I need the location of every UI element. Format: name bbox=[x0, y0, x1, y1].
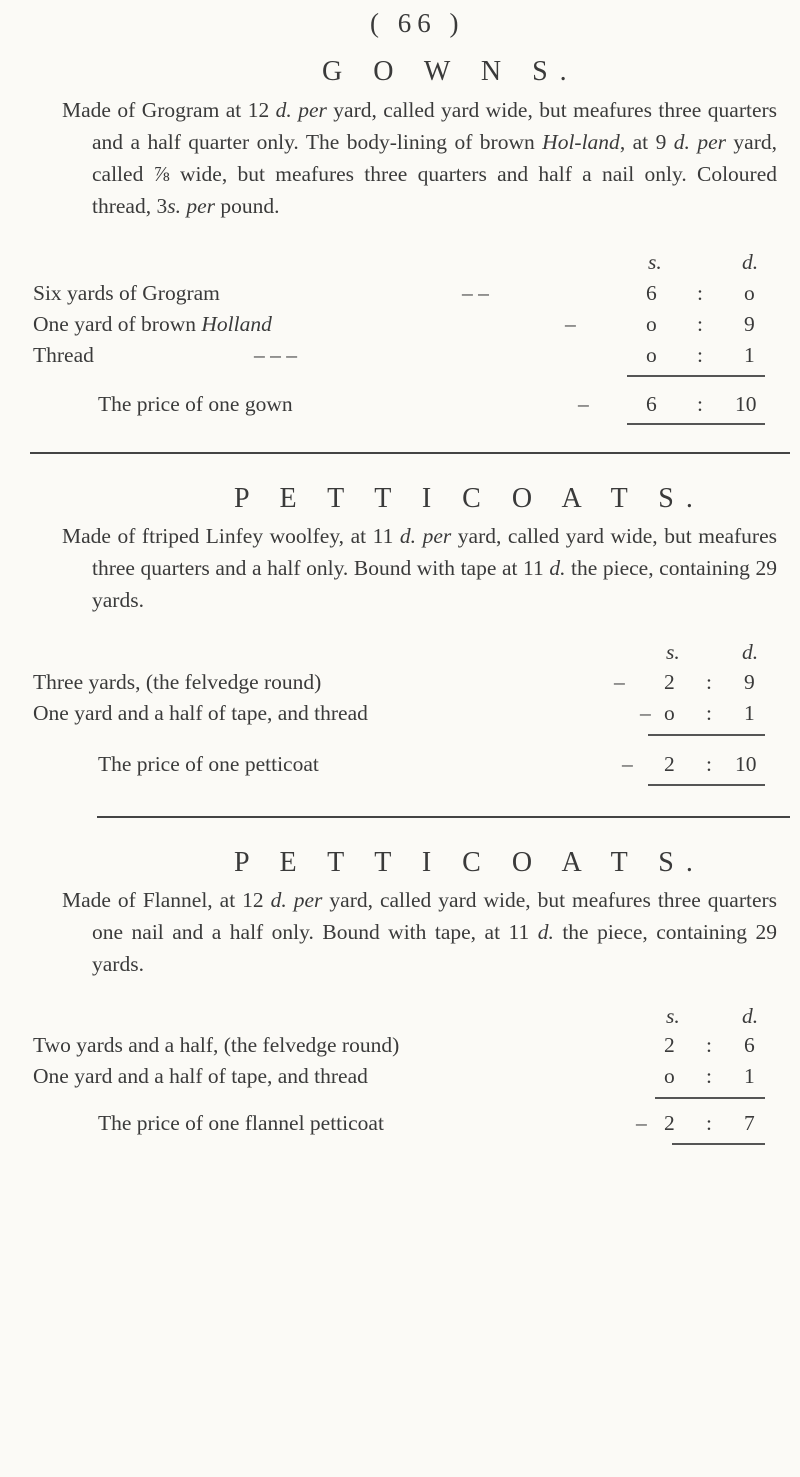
separator: : bbox=[706, 1111, 712, 1135]
amount-shillings: 6 bbox=[646, 281, 657, 305]
leader-dashes: – bbox=[614, 670, 625, 694]
gowns-item-thread: Thread bbox=[33, 343, 94, 367]
total-shillings: 2 bbox=[664, 752, 675, 776]
petticoats-2-total-label: The price of one flannel petticoat bbox=[98, 1111, 384, 1135]
total-shillings: 2 bbox=[664, 1111, 675, 1135]
leader-dashes: – bbox=[622, 752, 633, 776]
section-divider bbox=[97, 816, 790, 818]
sum-rule bbox=[648, 734, 765, 736]
petticoats-1-col-shillings: s. bbox=[666, 640, 680, 664]
petticoats-heading-2: P E T T I C O A T S. bbox=[234, 847, 705, 878]
gowns-heading: G O W N S. bbox=[322, 56, 579, 87]
amount-pence: 9 bbox=[744, 312, 755, 336]
leader-dashes: – – – bbox=[254, 343, 297, 367]
amount-shillings: 2 bbox=[664, 1033, 675, 1057]
petticoats-1-description: Made of ftriped Linfey woolfey, at 11 d. per yard, called yard wide, but meafures three quarters and a half only. Bound with tape at 11 d. the piece, containing 29 yards. bbox=[62, 524, 778, 612]
gowns-item-holland: One yard of brown Holland bbox=[33, 312, 272, 336]
total-pence: 10 bbox=[735, 752, 757, 776]
separator: : bbox=[697, 312, 703, 336]
separator: : bbox=[706, 752, 712, 776]
total-rule bbox=[627, 423, 765, 425]
amount-shillings: o bbox=[664, 1064, 675, 1088]
leader-dashes: – bbox=[565, 312, 576, 336]
amount-pence: 1 bbox=[744, 343, 755, 367]
petticoats-2-col-shillings: s. bbox=[666, 1004, 680, 1028]
leader-dashes: – bbox=[636, 1111, 647, 1135]
gowns-item-grogram: Six yards of Grogram bbox=[33, 281, 220, 305]
total-shillings: 6 bbox=[646, 392, 657, 416]
petticoats-2-item-flannel: Two yards and a half, (the felvedge round) bbox=[33, 1033, 400, 1057]
petticoats-2-col-pence: d. bbox=[742, 1004, 759, 1028]
amount-shillings: o bbox=[664, 701, 675, 725]
separator: : bbox=[706, 670, 712, 694]
sum-rule bbox=[627, 375, 765, 377]
gowns-col-pence: d. bbox=[742, 250, 759, 274]
petticoats-heading-1: P E T T I C O A T S. bbox=[234, 483, 705, 514]
petticoats-1-total-label: The price of one petticoat bbox=[98, 752, 319, 776]
separator: : bbox=[697, 392, 703, 416]
section-divider bbox=[30, 452, 790, 454]
petticoats-1-item-tape: One yard and a half of tape, and thread bbox=[33, 701, 368, 725]
amount-pence: 1 bbox=[744, 1064, 755, 1088]
total-rule bbox=[672, 1143, 765, 1145]
leader-dashes: – bbox=[578, 392, 589, 416]
separator: : bbox=[706, 1033, 712, 1057]
amount-pence: 9 bbox=[744, 670, 755, 694]
total-pence: 7 bbox=[744, 1111, 755, 1135]
separator: : bbox=[706, 1064, 712, 1088]
amount-shillings: o bbox=[646, 343, 657, 367]
page-number: ( 66 ) bbox=[370, 8, 465, 38]
separator: : bbox=[706, 701, 712, 725]
petticoats-1-col-pence: d. bbox=[742, 640, 759, 664]
amount-shillings: o bbox=[646, 312, 657, 336]
total-rule bbox=[648, 784, 765, 786]
amount-pence: 6 bbox=[744, 1033, 755, 1057]
leader-dashes: – – bbox=[462, 281, 489, 305]
petticoats-2-item-tape: One yard and a half of tape, and thread bbox=[33, 1064, 368, 1088]
gowns-total-label: The price of one gown bbox=[98, 392, 293, 416]
petticoats-2-description: Made of Flannel, at 12 d. per yard, called yard wide, but meafures three quarters one nail and a half only. Bound with tape, at 11 d. the piece, containing 29 yards. bbox=[62, 888, 778, 976]
gowns-col-shillings: s. bbox=[648, 250, 662, 274]
separator: : bbox=[697, 281, 703, 305]
amount-pence: o bbox=[744, 281, 755, 305]
leader-dashes: – bbox=[640, 701, 651, 725]
gowns-description: Made of Grogram at 12 d. per yard, called yard wide, but meafures three quarters and a half quarter only. The body-lining of brown Hol-land, at 9 d. per yard, called ⅞ wide, but meafures three quarters and half a nail only. Coloured thread, 3s. per pound. bbox=[62, 98, 778, 218]
sum-rule bbox=[655, 1097, 765, 1099]
separator: : bbox=[697, 343, 703, 367]
amount-pence: 1 bbox=[744, 701, 755, 725]
amount-shillings: 2 bbox=[664, 670, 675, 694]
petticoats-1-item-linsey: Three yards, (the felvedge round) bbox=[33, 670, 322, 694]
total-pence: 10 bbox=[735, 392, 757, 416]
